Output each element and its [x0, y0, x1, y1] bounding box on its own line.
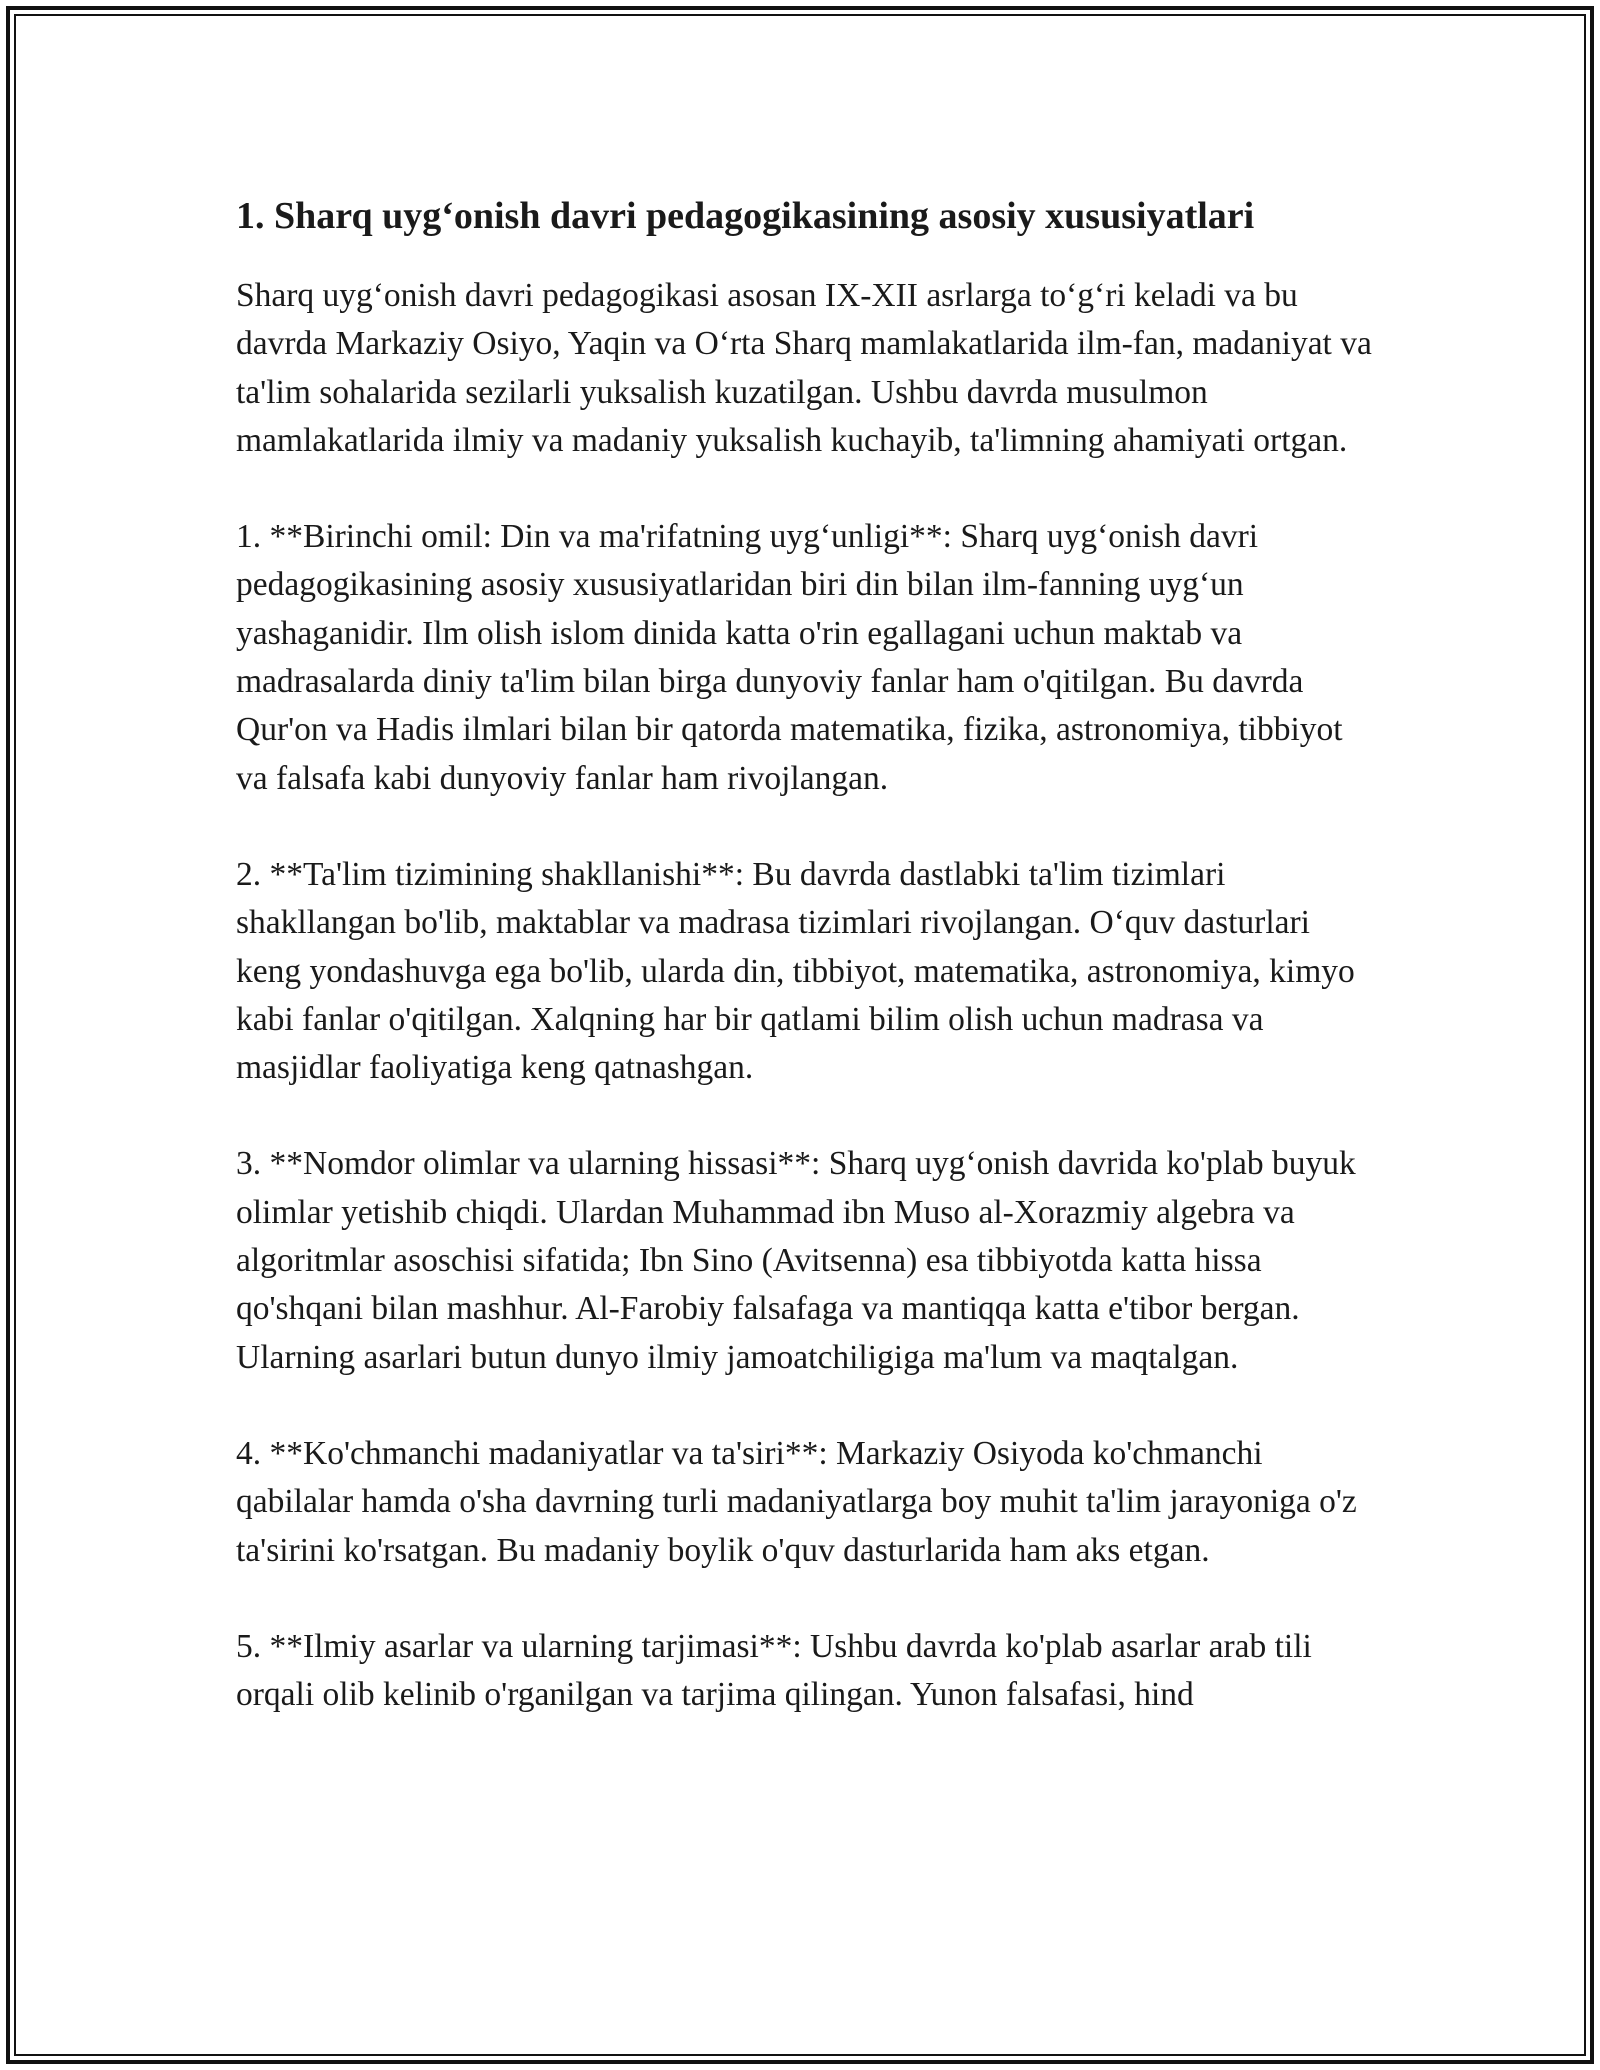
document-body — [236, 186, 1381, 1767]
paragraph-item-2: 2. **Ta'lim tizimining shakllanishi**: Bu davrda dastlabki ta'lim tizimlari shakllangan bo'lib, maktablar va madrasa tizimlari rivojlangan. O‘quv dasturlari keng yondashuvga ega bo'lib, ularda din, tibbiyot, matematika, astronomiya, kimyo kabi fanlar o'qitilgan. Xalqning har bir qatlami bilim olish uchun madrasa va masjidlar faoliyatiga keng qatnashgan. — [236, 855, 1355, 1087]
intro-paragraph: Sharq uyg‘onish davri pedagogikasi asosan IX-XII asrlarga to‘g‘ri keladi va bu davrda Markaziy Osiyo, Yaqin va O‘rta Sharq mamlakatlarida ilm-fan, madaniyat va ta'lim sohalarida sezilarli yuksalish kuzatilgan. Ushbu davrda musulmon mamlakatlarida ilmiy va madaniy yuksalish kuchayib, ta'limning ahamiyati ortgan. — [236, 277, 1372, 459]
paragraph-item-1: 1. **Birinchi omil: Din va ma'rifatning uyg‘unligi**: Sharq uyg‘onish davri pedagogikasining asosiy xususiyatlaridan biri din bilan ilm-fanning uyg‘un yashaganidir. Ilm olish islom dinida katta o'rin egallagani uchun maktab va madrasalarda diniy ta'lim bilan birga dunyoviy fanlar ham o'qitilgan. Bu davrda Qur'on va Hadis ilmlari bilan bir qatorda matematika, fizika, astronomiya, tibbiyot va falsafa kabi dunyoviy fanlar ham rivojlangan. — [236, 518, 1343, 797]
paragraph-item-5: 5. **Ilmiy asarlar va ularning tarjimasi**: Ushbu davrda ko'plab asarlar arab tili orqali olib kelinib o'rganilgan va tarjima qilingan. Yunon falsafasi, hind — [236, 1627, 1312, 1714]
paragraph-item-4: 4. **Ko'chmanchi madaniyatlar va ta'siri**: Markaziy Osiyoda ko'chmanchi qabilalar hamda o'sha davrning turli madaniyatlarga boy muhit ta'lim jarayoniga o'z ta'sirini ko'rsatgan. Bu madaniy boylik o'quv dasturlarida ham aks etgan. — [236, 1434, 1357, 1569]
paragraph-item-3: 3. **Nomdor olimlar va ularning hissasi**: Sharq uyg‘onish davrida ko'plab buyuk olimlar yetishib chiqdi. Ulardan Muhammad ibn Muso al-Xorazmiy algebra va algoritmlar asoschisi sifatida; Ibn Sino (Avitsenna) esa tibbiyotda katta hissa qo'shqani bilan mashhur. Al-Farobiy falsafaga va mantiqqa katta e'tibor bergan. Ularning asarlari butun dunyo ilmiy jamoatchiligiga ma'lum va maqtalgan. — [236, 1145, 1356, 1376]
document-title: 1. Sharq uyg‘onish davri pedagogikasining asosiy xususiyatlari — [236, 195, 1255, 237]
